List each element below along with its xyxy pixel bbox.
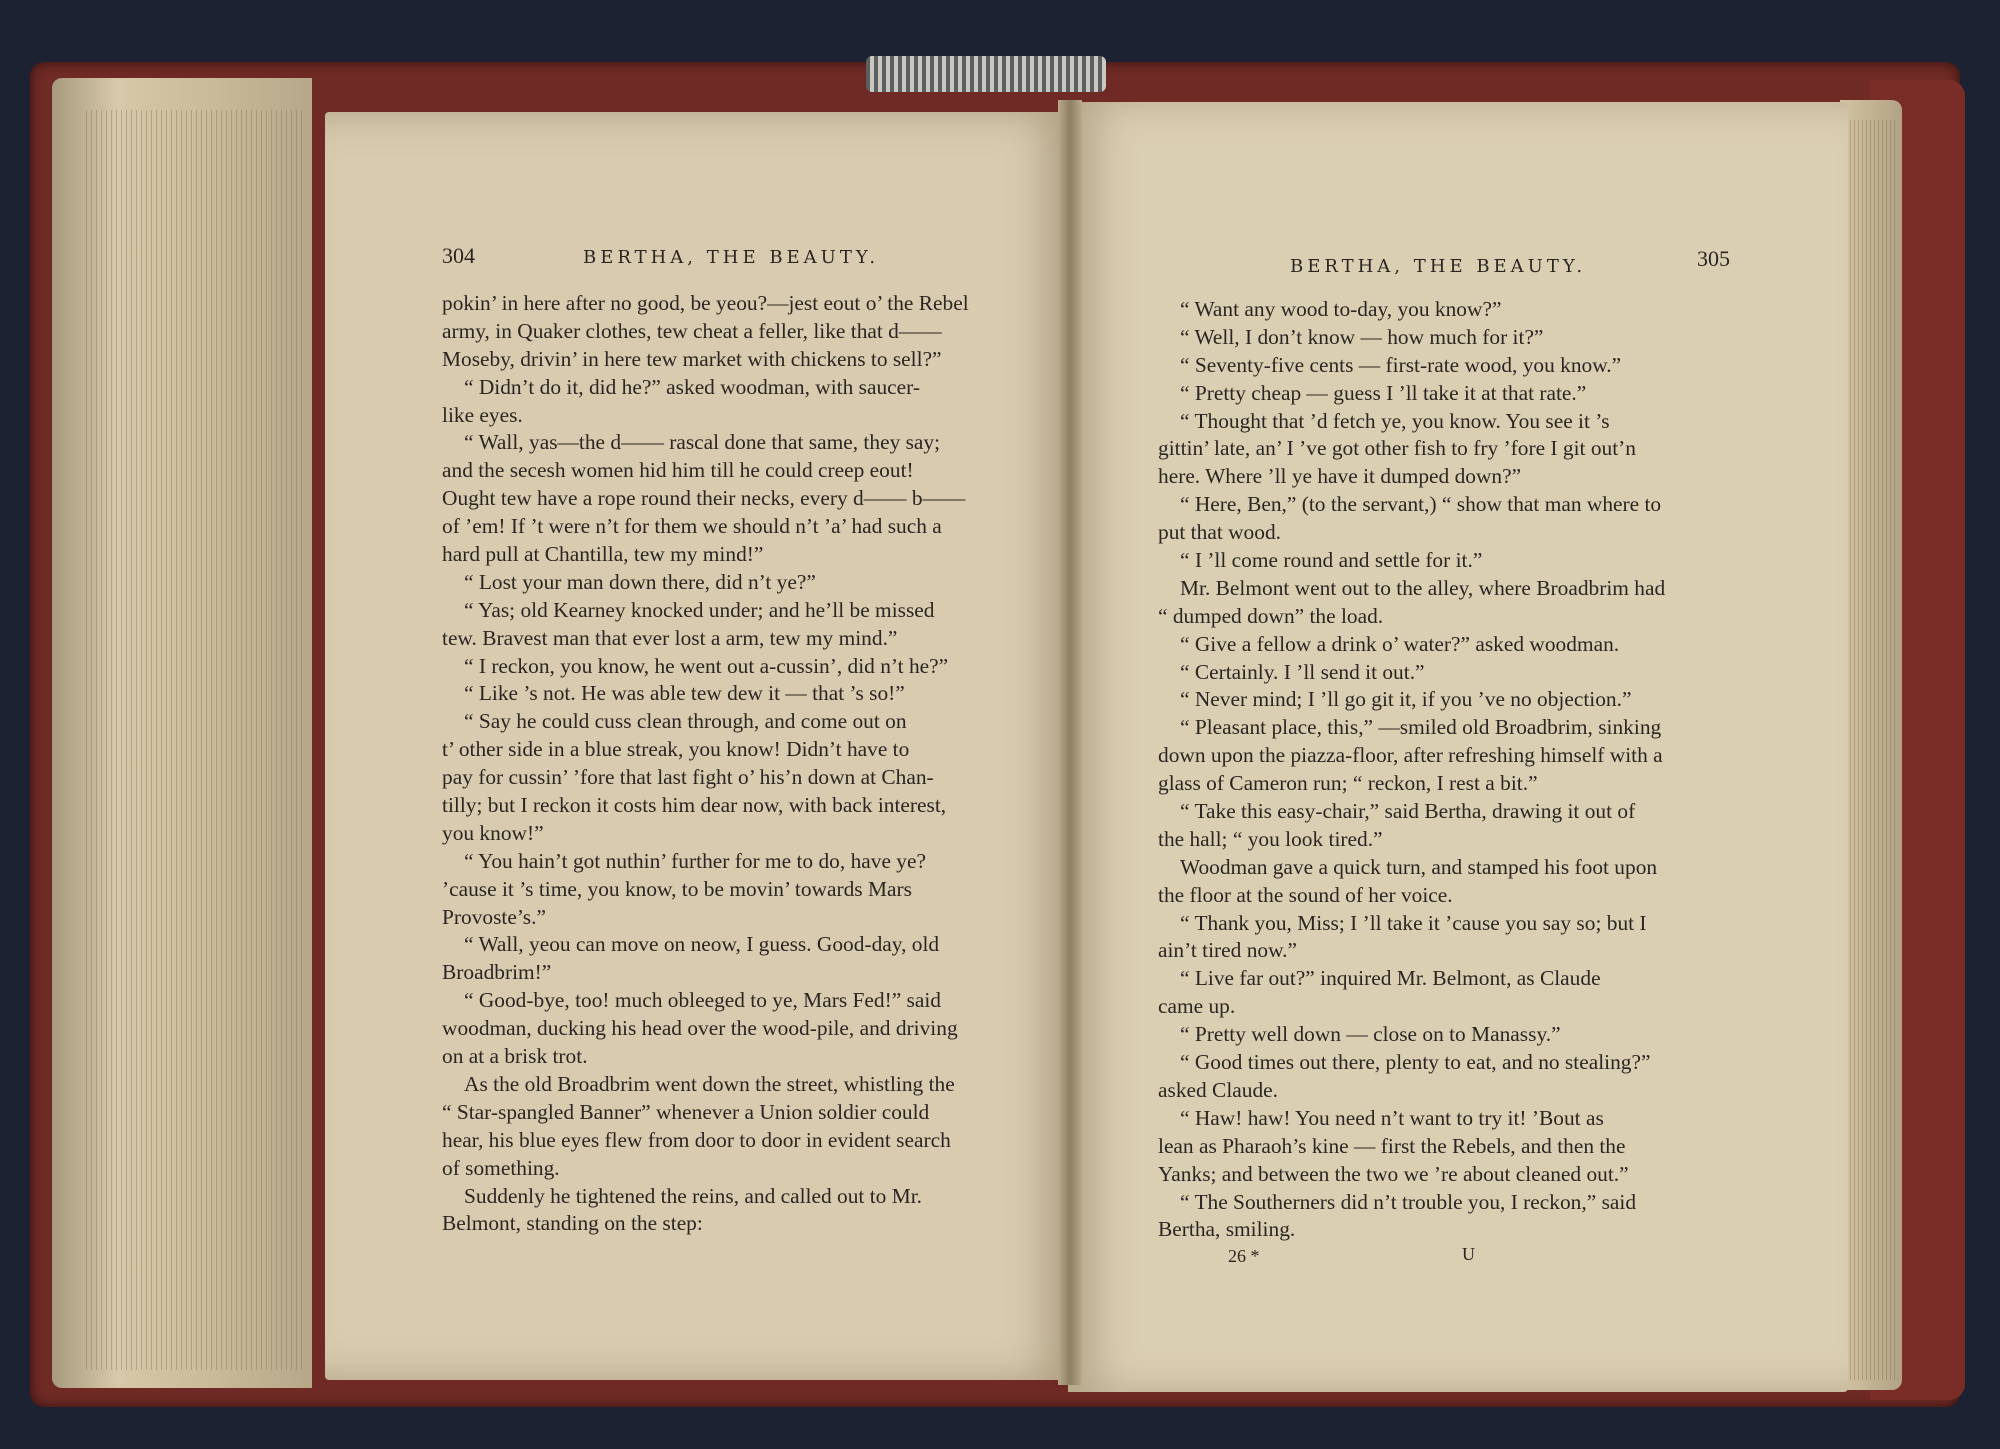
text-line: “ Pretty cheap — guess I ’ll take it at that rate.” (1180, 380, 1587, 405)
text-line: “ Wall, yas—the d—— rascal done that same, they say; (464, 430, 941, 455)
text-line: “ Haw! haw! You need n’t want to try it! ’Bout as (1180, 1105, 1604, 1130)
text-line: Bertha, smiling. (1158, 1217, 1296, 1242)
gutter (1058, 100, 1082, 1385)
text-line: Provoste’s.” (442, 904, 546, 929)
right-page-number: 305 (1697, 246, 1730, 271)
text-line: “ Live far out?” inquired Mr. Belmont, as Claude (1180, 966, 1601, 991)
text-line: As the old Broadbrim went down the street, whistling the (464, 1071, 955, 1096)
text-line: hear, his blue eyes flew from door to door in evident search (442, 1127, 951, 1152)
text-line: “ Yas; old Kearney knocked under; and he’ll be missed (464, 597, 935, 622)
text-line: “ Want any wood to-day, you know?” (1180, 297, 1502, 321)
text-line: ain’t tired now.” (1158, 938, 1297, 963)
text-line: “ Seventy-five cents — first-rate wood, you know.” (1180, 352, 1622, 377)
text-line: “ Thank you, Miss; I ’ll take it ’cause you say so; but I (1180, 910, 1647, 935)
text-line: the hall; “ you look tired.” (1158, 826, 1383, 851)
left-running-head: BERTHA, THE BEAUTY. (583, 247, 880, 268)
text-line: Belmont, standing on the step: (442, 1211, 703, 1236)
text-line: “ I reckon, you know, he went out a-cussin’, did n’t he?” (464, 653, 949, 678)
text-line: and the secesh women hid him till he could creep eout! (442, 458, 914, 483)
text-line: of something. (442, 1155, 560, 1180)
text-line: on at a brisk trot. (442, 1044, 588, 1069)
text-line: put that wood. (1158, 520, 1281, 545)
text-line: “ Star-spangled Banner” whenever a Union soldier could (442, 1099, 930, 1124)
text-line: pokin’ in here after no good, be yeou?—jest eout o’ the Rebel (442, 291, 969, 315)
text-line: “ You hain’t got nuthin’ further for me to do, have ye? (464, 848, 926, 873)
text-line: Broadbrim!” (442, 960, 552, 985)
text-line: “ Good-bye, too! much obleeged to ye, Mars Fed!” said (464, 988, 941, 1013)
text-line: “ Good times out there, plenty to eat, and no stealing?” (1180, 1050, 1651, 1075)
right-page-text (1158, 296, 1748, 1244)
text-line: “ The Southerners did n’t trouble you, I reckon,” said (1180, 1189, 1637, 1214)
text-line: Suddenly he tightened the reins, and called out to Mr. (464, 1183, 923, 1208)
text-line: gittin’ late, an’ I ’ve got other fish to fry ’fore I git out’n (1158, 436, 1636, 461)
text-line: “ Take this easy-chair,” said Bertha, drawing it out of (1180, 799, 1636, 824)
page-edge-lines-left (86, 110, 306, 1370)
text-line: tew. Bravest man that ever lost a arm, tew my mind.” (442, 625, 898, 650)
text-line: “ Certainly. I ’ll send it out.” (1180, 659, 1425, 684)
left-page-number: 304 (442, 243, 475, 268)
text-line: “ Never mind; I ’ll go git it, if you ’ve no objection.” (1180, 687, 1632, 712)
text-line: “ Give a fellow a drink o’ water?” asked woodman. (1180, 631, 1620, 656)
text-line: Mr. Belmont went out to the alley, where Broadbrim had (1180, 575, 1666, 600)
text-line: pay for cussin’ ’fore that last fight o’ his’n down at Chan- (442, 765, 934, 790)
text-line: hard pull at Chantilla, tew my mind!” (442, 542, 764, 567)
text-line: “ Didn’t do it, did he?” asked woodman, with saucer- (464, 374, 920, 399)
text-line: “ I ’ll come round and settle for it.” (1180, 548, 1483, 573)
text-line: Yanks; and between the two we ’re about cleaned out.” (1158, 1161, 1629, 1186)
text-line: t’ other side in a blue streak, you know! Didn’t have to (442, 737, 910, 762)
text-line: “ Say he could cuss clean through, and come out on (464, 709, 907, 734)
text-line: glass of Cameron run; “ reckon, I rest a bit.” (1158, 771, 1538, 796)
text-line: came up. (1158, 994, 1236, 1019)
left-page-text (442, 290, 1027, 1238)
page-edge-lines-right (1850, 120, 1895, 1380)
text-line: “ Pleasant place, this,” —smiled old Broadbrim, sinking (1180, 715, 1662, 740)
text-line: “ Thought that ’d fetch ye, you know. You see it ’s (1180, 408, 1610, 433)
text-line: down upon the piazza-floor, after refreshing himself with a (1158, 743, 1663, 768)
text-line: “ Here, Ben,” (to the servant,) “ show that man where to (1180, 492, 1662, 517)
text-line: “ Like ’s not. He was able tew dew it — that ’s so!” (464, 681, 905, 706)
text-line: “ dumped down” the load. (1158, 603, 1384, 628)
text-line: the floor at the sound of her voice. (1158, 882, 1453, 907)
text-line: “ Wall, yeou can move on neow, I guess. Good-day, old (464, 932, 940, 957)
text-line: “ Well, I don’t know — how much for it?” (1180, 324, 1544, 349)
text-line: here. Where ’ll ye have it dumped down?” (1158, 464, 1522, 489)
text-line: army, in Quaker clothes, tew cheat a feller, like that d—— (442, 318, 942, 343)
text-line: woodman, ducking his head over the wood-pile, and driving (442, 1016, 958, 1041)
text-line: lean as Pharaoh’s kine — first the Rebels, and then the (1158, 1133, 1626, 1158)
text-line: tilly; but I reckon it costs him dear now, with back interest, (442, 793, 947, 818)
signature-letter: U (1462, 1244, 1475, 1264)
text-line: Moseby, drivin’ in here tew market with chickens to sell?” (442, 346, 942, 371)
text-line: Ought tew have a rope round their necks, every d—— b—— (442, 486, 966, 511)
text-line: “ Lost your man down there, did n’t ye?” (464, 569, 816, 594)
right-running-head: BERTHA, THE BEAUTY. (1290, 256, 1587, 277)
text-line: of ’em! If ’t were n’t for them we should n’t ’a’ had such a (442, 514, 942, 539)
text-line: asked Claude. (1158, 1077, 1278, 1102)
text-line: Woodman gave a quick turn, and stamped his foot upon (1180, 854, 1658, 879)
text-line: like eyes. (442, 402, 523, 427)
signature-mark: 26 * (1228, 1246, 1260, 1266)
text-line: you know!” (442, 820, 544, 845)
text-line: ’cause it ’s time, you know, to be movin’ towards Mars (442, 876, 912, 901)
spine-binding (866, 56, 1106, 92)
text-line: “ Pretty well down — close on to Manassy.” (1180, 1022, 1561, 1047)
